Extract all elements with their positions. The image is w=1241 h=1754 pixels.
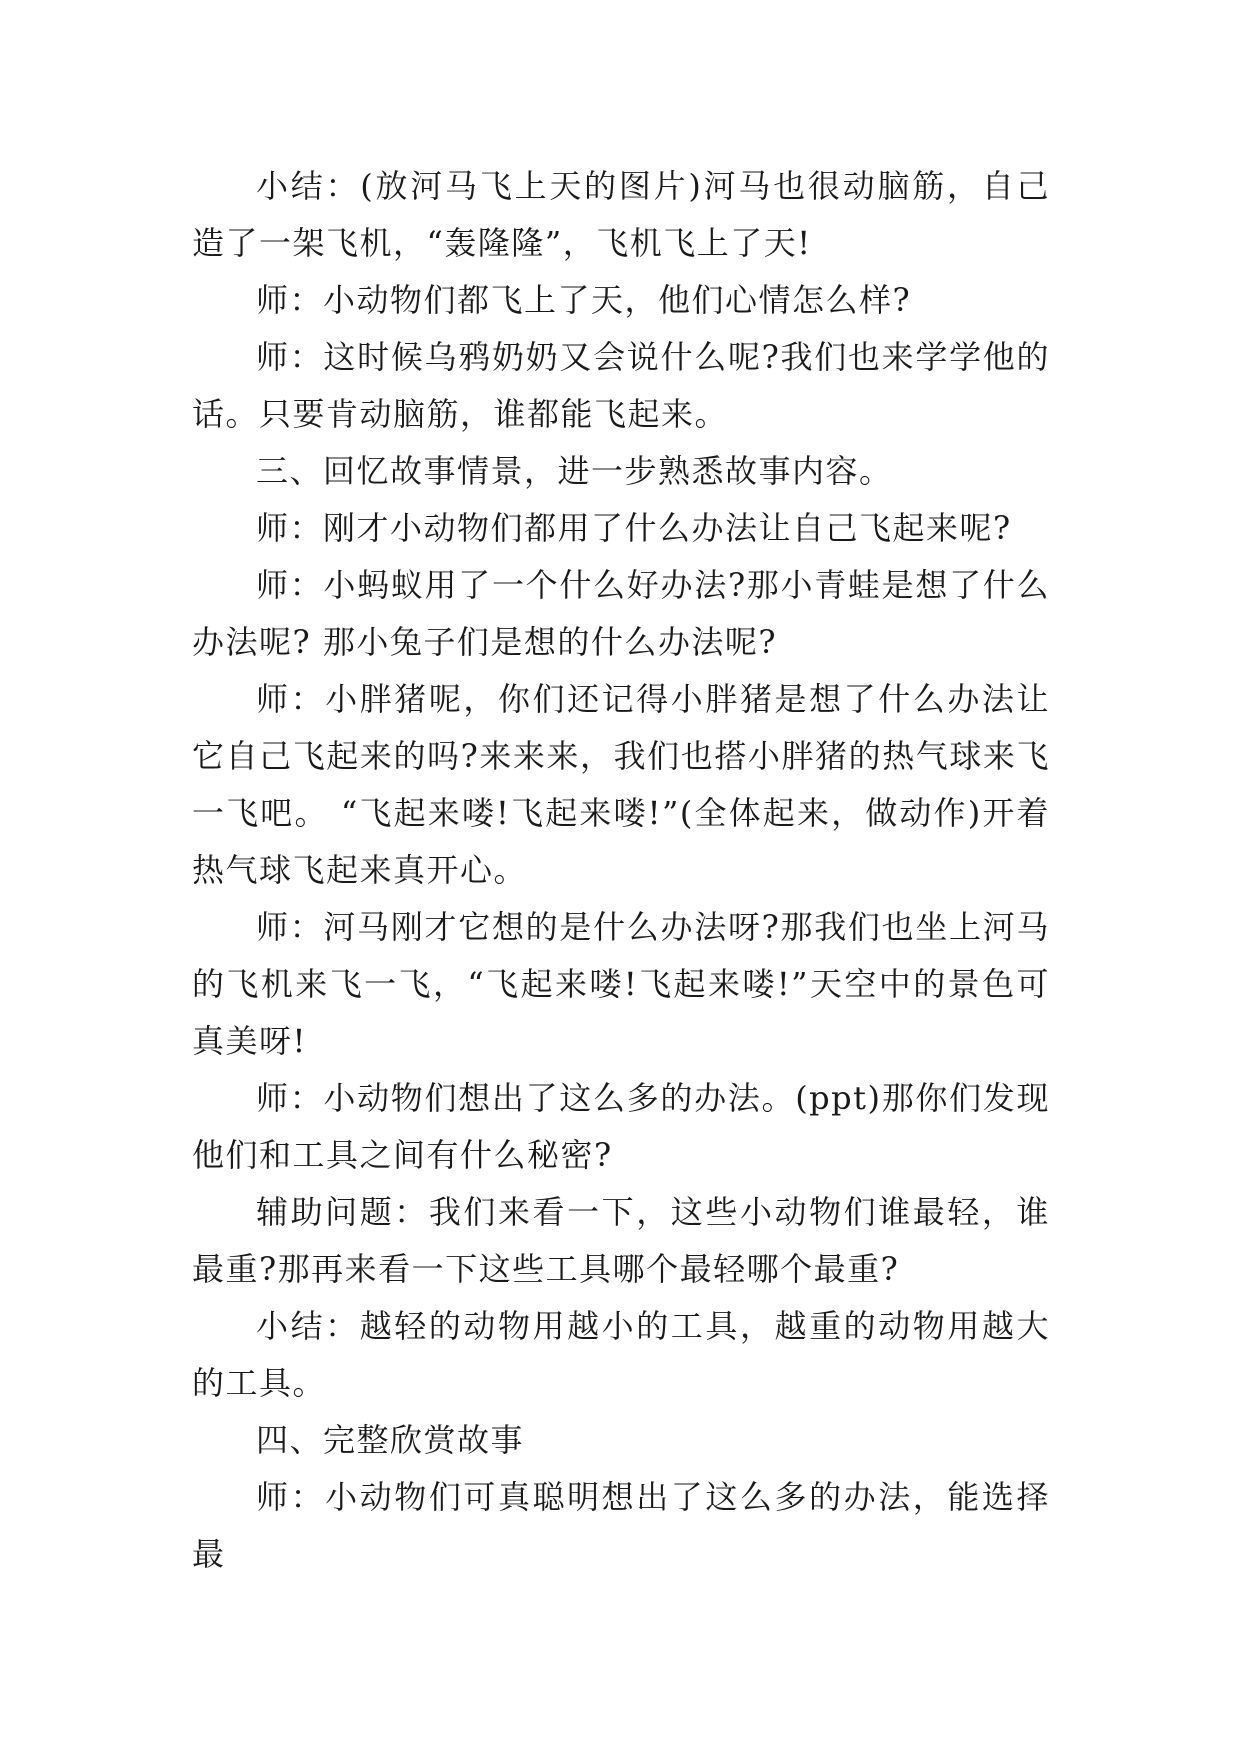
paragraph: 师：小动物们想出了这么多的办法。(ppt)那你们发现他们和工具之间有什么秘密? — [192, 1079, 1050, 1174]
paragraph: 小结：越轻的动物用越小的工具，越重的动物用越大的工具。 — [192, 1307, 1050, 1402]
paragraph: 小结：(放河马飞上天的图片)河马也很动脑筋，自己造了一架飞机，“轰隆隆”，飞机飞上了天! — [192, 167, 1050, 262]
paragraph: 师：小蚂蚁用了一个什么好办法?那小青蛙是想了什么办法呢? 那小兔子们是想的什么办法呢? — [192, 566, 1050, 661]
document-body — [192, 158, 1050, 1583]
paragraph: 师：小胖猪呢，你们还记得小胖猪是想了什么办法让它自己飞起来的吗?来来来，我们也搭小胖猪的热气球来飞一飞吧。 “飞起来喽!飞起来喽!”(全体起来，做动作)开着热气球飞起来真开心。 — [192, 680, 1050, 889]
section-heading: 四、完整欣赏故事 — [256, 1421, 525, 1459]
paragraph: 师：小动物们可真聪明想出了这么多的办法，能选择最 — [192, 1478, 1050, 1573]
section-heading: 三、回忆故事情景，进一步熟悉故事内容。 — [256, 452, 893, 490]
paragraph: 师：这时候乌鸦奶奶又会说什么呢?我们也来学学他的话。只要肯动脑筋，谁都能飞起来。 — [192, 338, 1050, 433]
paragraph: 师：刚才小动物们都用了什么办法让自己飞起来呢? — [256, 509, 1012, 547]
paragraph: 师：小动物们都飞上了天，他们心情怎么样? — [256, 281, 912, 319]
paragraph: 师：河马刚才它想的是什么办法呀?那我们也坐上河马的飞机来飞一飞，“飞起来喽!飞起来喽!”天空中的景色可真美呀! — [192, 908, 1050, 1060]
paragraph: 辅助问题：我们来看一下，这些小动物们谁最轻，谁最重?那再来看一下这些工具哪个最轻哪个最重? — [192, 1193, 1050, 1288]
